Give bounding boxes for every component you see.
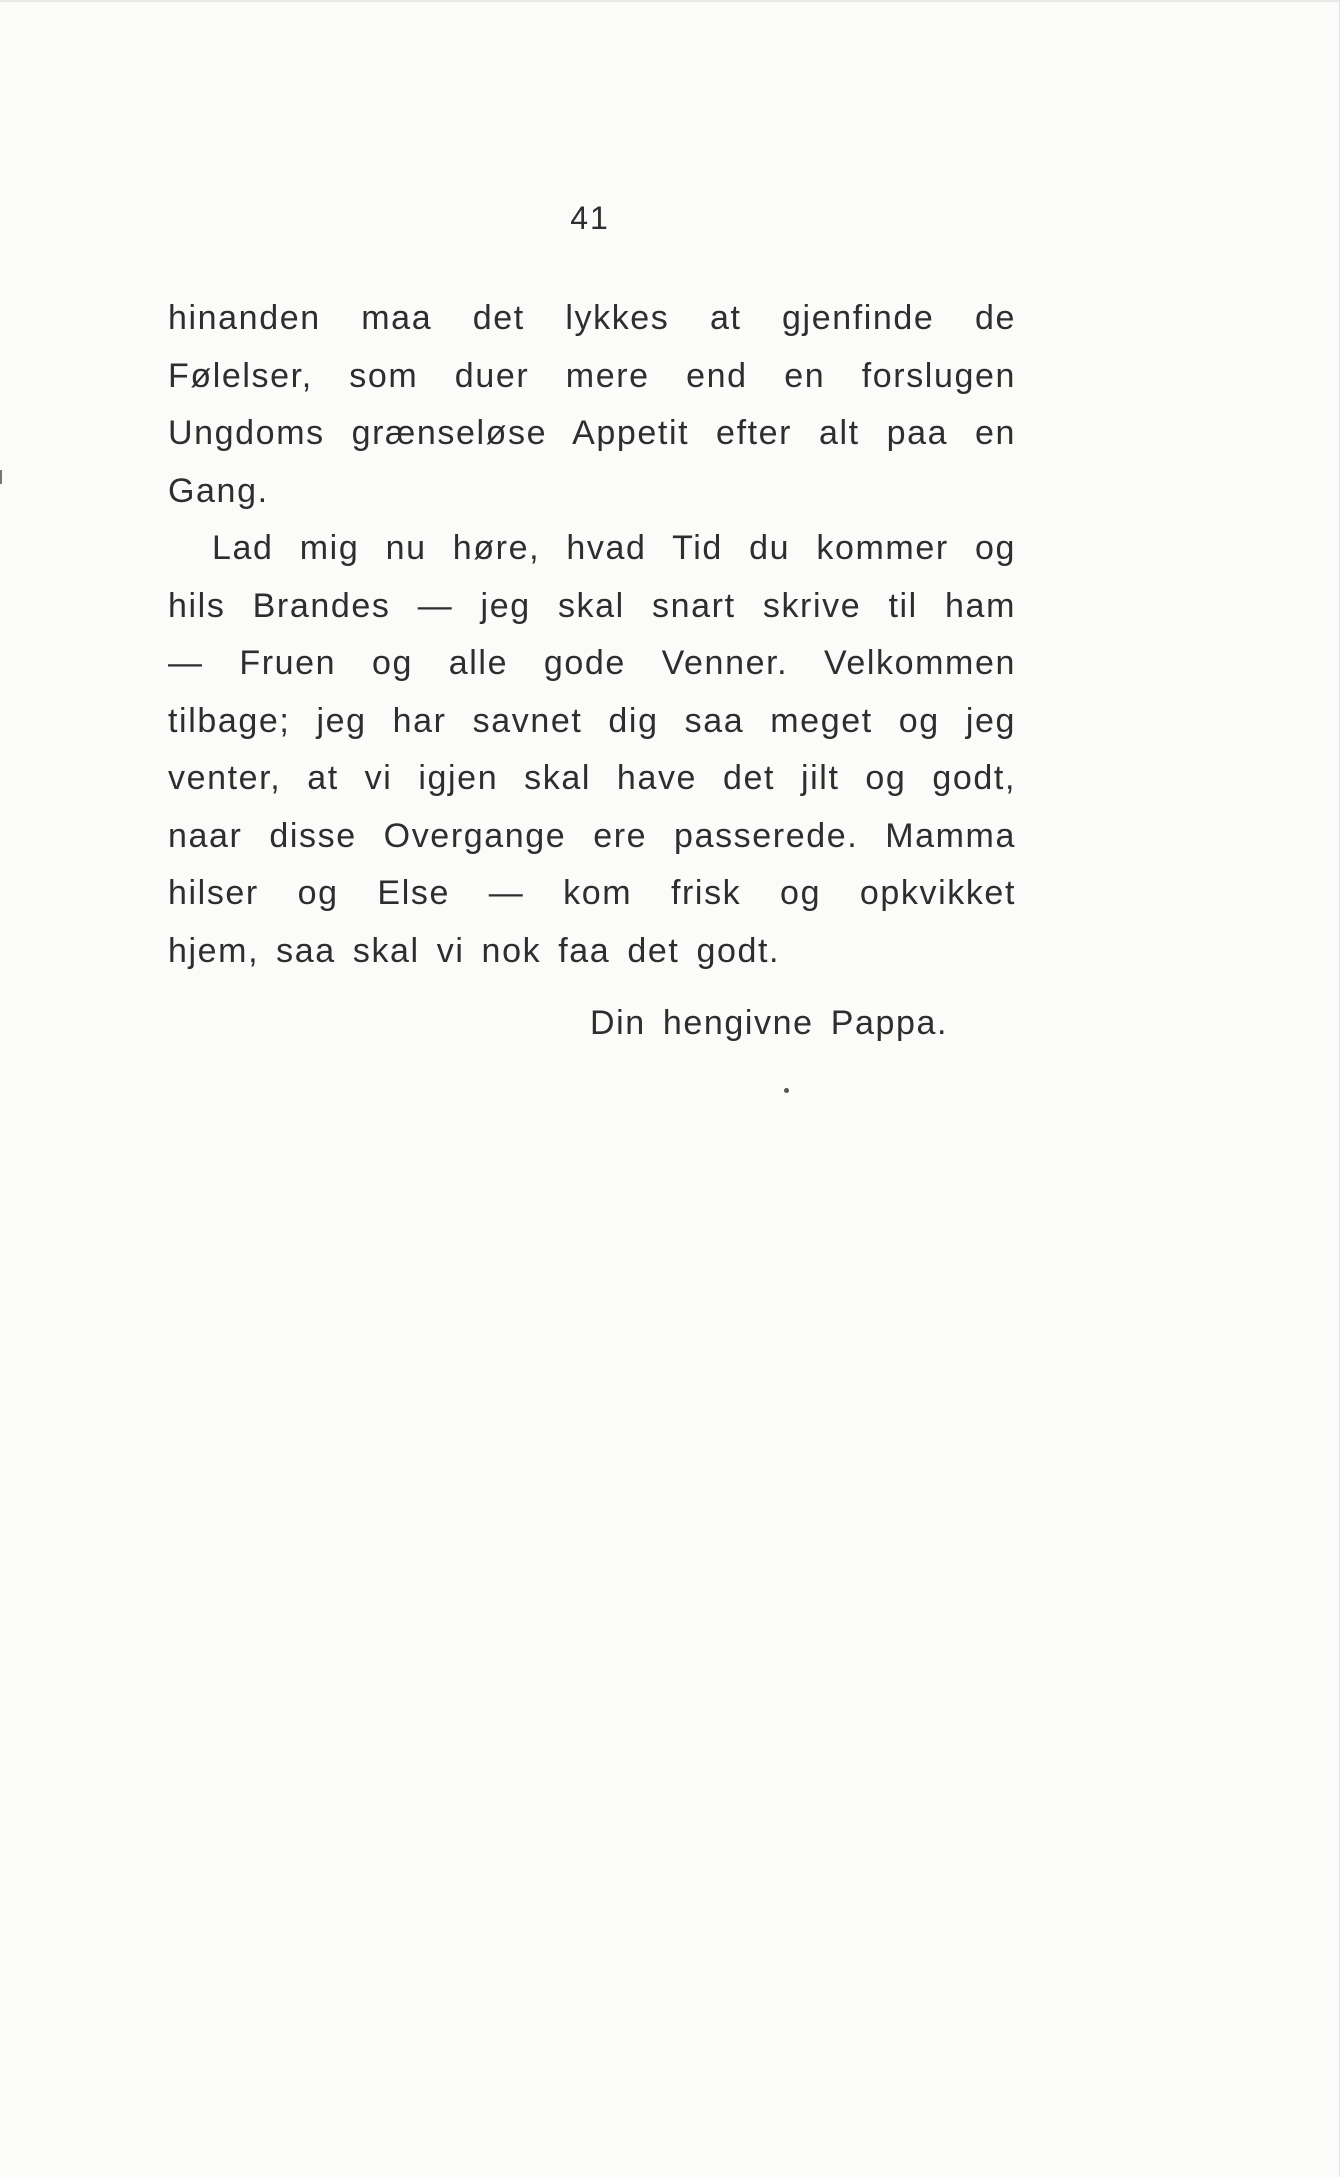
text-line: Lad mig nu høre, hvad Tid du kommer og	[212, 529, 1016, 567]
text-line: hilser og Else — kom frisk og opkvikket	[168, 874, 1016, 912]
text-line: tilbage; jeg har savnet dig saa meget og jeg	[168, 701, 1016, 740]
margin-mark	[0, 470, 2, 484]
text-line: Følelser, som duer mere end en forslugen	[168, 356, 1016, 395]
text-line: Ungdoms grænseløse Appetit efter alt paa en	[168, 414, 1016, 452]
ink-speck	[784, 1088, 789, 1093]
text-line: — Fruen og alle gode Venner. Velkommen	[168, 644, 1016, 682]
text-line: venter, at vi igjen skal have det jilt og godt,	[168, 759, 1016, 797]
letter-body	[168, 290, 1016, 980]
text-line: Gang.	[168, 471, 269, 510]
signature: Din hengivne Pappa.	[590, 1004, 949, 1042]
text-line: hils Brandes — jeg skal snart skrive til ham	[168, 586, 1016, 625]
text-line: hinanden maa det lykkes at gjenfinde de	[168, 299, 1016, 337]
page-number: 41	[570, 200, 610, 236]
text-line: hjem, saa skal vi nok faa det godt.	[168, 931, 781, 970]
page-top-edge	[0, 0, 1340, 2]
text-line: naar disse Overgange ere passerede. Mamma	[168, 816, 1016, 855]
